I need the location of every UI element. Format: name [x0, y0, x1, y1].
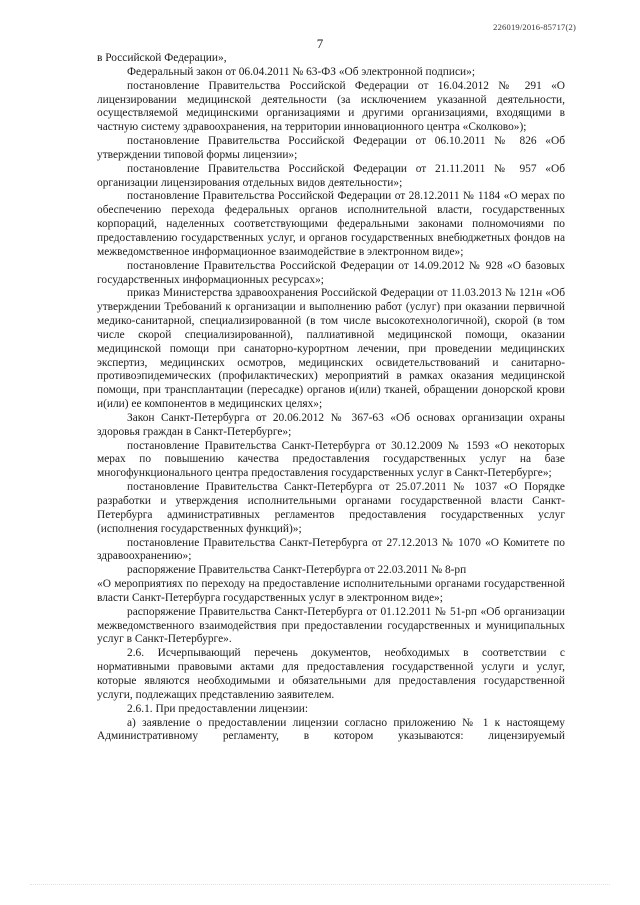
paragraph-order-8rp-title: «О мероприятиях по переходу на предоставление исполнительными органами государственной власти Санкт-Петербурга государственных услуг в электронном виде»;	[97, 578, 565, 604]
page-number: 7	[316, 36, 324, 51]
paragraph-order-51rp: распоряжение Правительства Санкт-Петербурга от 01.12.2011 № 51-рп «Об организации межведомственного взаимодействия при предоставлении государственных и муниципальных услуг в Санкт-Петербурге».	[97, 605, 565, 646]
paragraph-order-121n: приказ Министерства здравоохранения Российской Федерации от 11.03.2013 № 121н «Об утверждении Требований к организации и выполнению работ (услуг) при оказании первичной медико-санитарной, специализированной (в том числе высокотехнологичной), скорой (в том числе скорой специализированной), паллиативной медицинской помощи, оказании медицинской помощи при санаторно-курортном лечении, при проведении медицинских экспертиз, медицинских осмотров, медицинских освидетельствований и санитарно-противоэпидемических (профилактических) мероприятий в рамках оказания медицинской помощи, при трансплантации (пересадке) органов и(или) тканей, обращении донорской крови и(или) ее компонентов в медицинских целях»;	[97, 287, 565, 411]
paragraph-decree-1593: постановление Правительства Санкт-Петербурга от 30.12.2009 № 1593 «О некоторых мерах по повышению качества предоставления государственных услуг на базе многофункционального центра предоставления государственных услуг в Санкт-Петербурге»;	[97, 439, 565, 480]
paragraph-section-2-6-1: 2.6.1. При предоставлении лицензии:	[127, 702, 309, 715]
paragraph-decree-957: постановление Правительства Российской Федерации от 21.11.2011 № 957 «Об организации лицензирования отдельных видов деятельности»;	[97, 162, 565, 189]
paragraph-order-8rp-heading: распоряжение Правительства Санкт-Петербурга от 22.03.2011 № 8-рп	[127, 564, 467, 577]
paragraph-section-2-6: 2.6. Исчерпывающий перечень документов, необходимых в соответствии с нормативными правовыми актами для предоставления государственной услуги и услуг, которые являются необходимыми и обязательными для предоставления государственной услуги, подлежащих представлению заявителем.	[97, 647, 565, 701]
paragraph-decree-1184: постановление Правительства Российской Федерации от 28.12.2011 № 1184 «О мерах по обеспечению перехода федеральных органов исполнительной власти, государственных корпораций, наделенных соответствующими федеральными законами полномочиями по предоставлению государственных услуг, и органов государственных внебюджетных фондов на межведомственное информационное взаимодействие в электронном виде»;	[97, 190, 565, 258]
paragraph-decree-928: постановление Правительства Российской Федерации от 14.09.2012 № 928 «О базовых государственных информационных ресурсах»;	[97, 259, 565, 286]
footer-divider	[30, 884, 610, 885]
paragraph-decree-826: постановление Правительства Российской Федерации от 06.10.2011 № 826 «Об утверждении типовой формы лицензии»;	[97, 135, 565, 161]
paragraph-continuation: в Российской Федерации»,	[97, 52, 227, 64]
document-id: 226019/2016-85717(2)	[493, 22, 576, 32]
paragraph-decree-291: постановление Правительства Российской Федерации от 16.04.2012 № 291 «О лицензировании медицинской деятельности (за исключением указанной деятельности, осуществляемой медицинскими организациями и другими организациями, входящими в частную систему здравоохранения, на территории инновационного центра «Сколково»);	[97, 79, 565, 134]
paragraph-law-367-63: Закон Санкт-Петербурга от 20.06.2012 № 367-63 «Об основах организации охраны здоровья граждан в Санкт-Петербурге»;	[97, 411, 565, 438]
paragraph-law-63fz: Федеральный закон от 06.04.2011 № 63-ФЗ «Об электронной подписи»;	[127, 65, 476, 78]
paragraph-decree-1070: постановление Правительства Санкт-Петербурга от 27.12.2013 № 1070 «О Комитете по здравоохранению»;	[97, 536, 565, 563]
document-body	[97, 52, 565, 744]
paragraph-item-a: а) заявление о предоставлении лицензии согласно приложению № 1 к настоящему Административному регламенту, в котором указываются: лицензируемый	[97, 716, 565, 743]
paragraph-decree-1037: постановление Правительства Санкт-Петербурга от 25.07.2011 № 1037 «О Порядке разработки и утверждения исполнительными органами государственной власти Санкт-Петербурга административных регламентов предоставления государственных услуг (исполнения государственных функций)»;	[97, 481, 565, 535]
